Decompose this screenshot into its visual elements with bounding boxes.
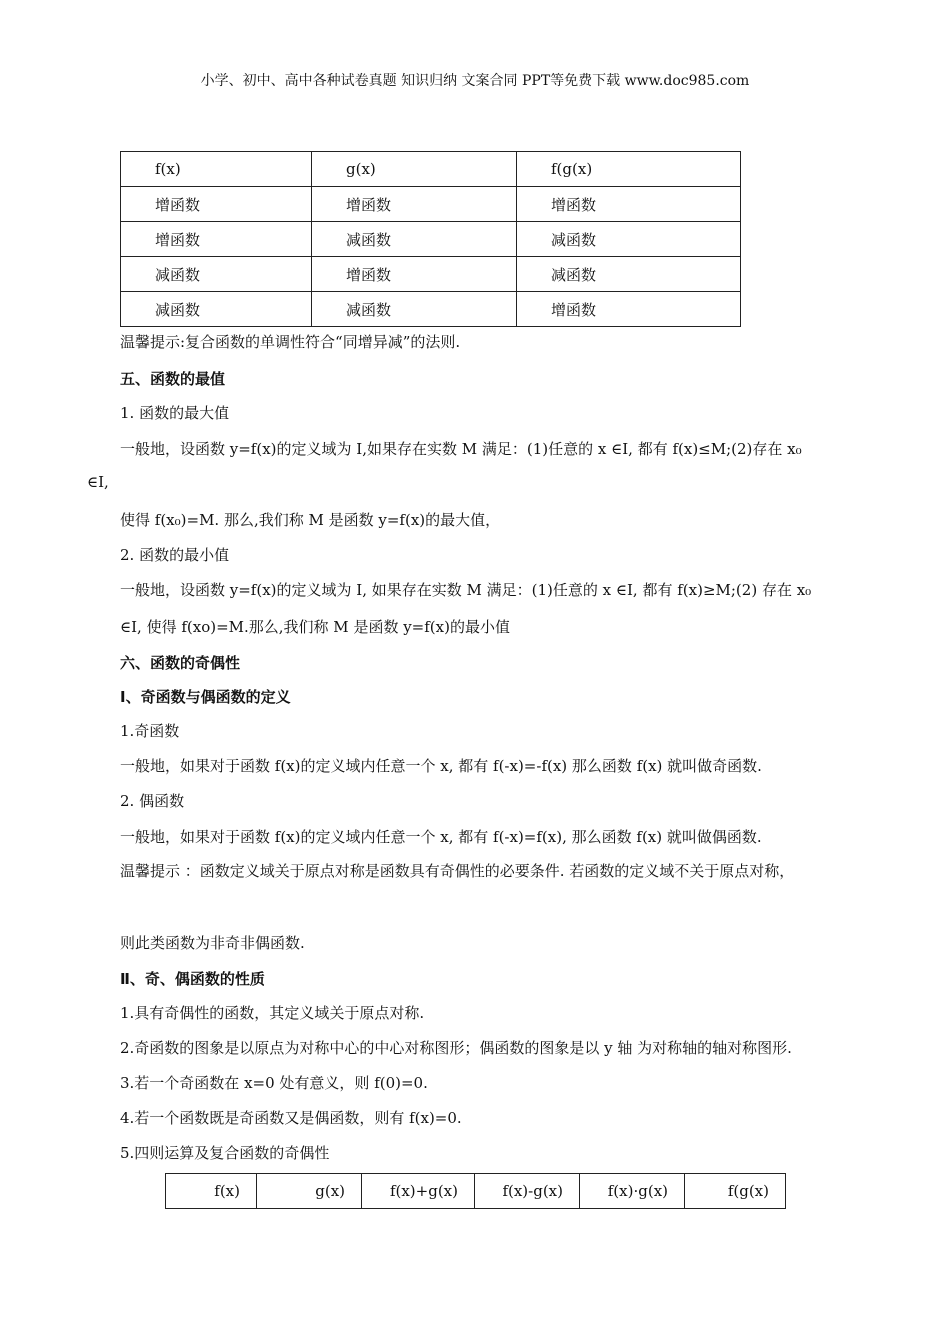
property-item: 1.具有奇偶性的函数，其定义域关于原点对称.: [120, 1004, 425, 1022]
table-cell: 增函数: [312, 187, 517, 222]
table-row: [121, 222, 741, 257]
page-header: 小学、初中、高中各种试卷真题 知识归纳 文案合同 PPT等免费下载 www.doc985.com: [200, 73, 750, 89]
table-cell: 减函数: [517, 257, 741, 292]
max-value-title: 1. 函数的最大值: [120, 404, 230, 422]
subsection-1-heading: Ⅰ、奇函数与偶函数的定义: [120, 688, 291, 706]
min-value-text-line2: ∈I, 使得 f(xo)=M.那么,我们称 M 是函数 y=f(x)的最小值: [120, 618, 510, 636]
table-cell: 增函数: [517, 187, 741, 222]
section-5-heading: 五、函数的最值: [120, 370, 226, 388]
table-header-cell: g(x): [312, 152, 517, 187]
max-value-text-line2: ∈I,: [87, 473, 109, 491]
table-cell: 增函数: [517, 292, 741, 327]
parity-tip-line1: 温馨提示 ：函数定义域关于原点对称是函数具有奇偶性的必要条件. 若函数的定义域不关于原点对称，: [120, 862, 795, 880]
table-row: [121, 187, 741, 222]
even-function-title: 2. 偶函数: [120, 792, 185, 810]
odd-function-text: 一般地，如果对于函数 f(x)的定义域内任意一个 x, 都有 f(-x)=-f(x) 那么函数 f(x) 就叫做奇函数.: [120, 757, 762, 775]
min-value-text-line1: 一般地，设函数 y=f(x)的定义域为 I, 如果存在实数 M 满足：(1)任意的 x ∈I, 都有 f(x)≥M;(2) 存在 x₀: [120, 581, 812, 599]
property-item: 4.若一个函数既是奇函数又是偶函数，则有 f(x)=0.: [120, 1109, 462, 1127]
table-cell: 减函数: [312, 222, 517, 257]
property-item: 3.若一个奇函数在 x=0 处有意义，则 f(0)=0.: [120, 1074, 428, 1092]
monotonicity-tip: 温馨提示:复合函数的单调性符合“同增异减”的法则.: [120, 333, 461, 351]
table-cell: 减函数: [121, 257, 312, 292]
table-row: [121, 257, 741, 292]
table-cell: 增函数: [121, 222, 312, 257]
table-cell: 增函数: [312, 257, 517, 292]
parity-tip-line2: 则此类函数为非奇非偶函数.: [120, 934, 305, 952]
table-cell: 减函数: [517, 222, 741, 257]
parity-operations-table: [165, 1173, 786, 1209]
table-header-cell: f(x)+g(x): [362, 1174, 475, 1209]
composite-monotonicity-table: [120, 151, 741, 327]
table-header-row: [121, 152, 741, 187]
table-header-cell: f(x): [121, 152, 312, 187]
table-header-cell: f(g(x): [517, 152, 741, 187]
table-header-cell: f(x): [166, 1174, 257, 1209]
table-row: [121, 292, 741, 327]
property-item: 5.四则运算及复合函数的奇偶性: [120, 1144, 330, 1162]
table-header-row: [166, 1174, 786, 1209]
property-item: 2.奇函数的图象是以原点为对称中心的中心对称图形；偶函数的图象是以 y 轴 为对称轴的轴对称图形.: [120, 1039, 792, 1057]
table-cell: 减函数: [121, 292, 312, 327]
table-header-cell: f(x)·g(x): [580, 1174, 685, 1209]
min-value-title: 2. 函数的最小值: [120, 546, 230, 564]
section-6-heading: 六、函数的奇偶性: [120, 654, 241, 672]
even-function-text: 一般地，如果对于函数 f(x)的定义域内任意一个 x, 都有 f(-x)=f(x), 那么函数 f(x) 就叫做偶函数.: [120, 828, 762, 846]
max-value-text-line3: 使得 f(x₀)=M. 那么,我们称 M 是函数 y=f(x)的最大值，: [120, 511, 501, 529]
max-value-text-line1: 一般地，设函数 y=f(x)的定义域为 I,如果存在实数 M 满足：(1)任意的 x ∈I, 都有 f(x)≤M;(2)存在 x₀: [120, 440, 802, 458]
table-cell: 减函数: [312, 292, 517, 327]
table-header-cell: f(x)-g(x): [475, 1174, 580, 1209]
odd-function-title: 1.奇函数: [120, 722, 180, 740]
table-cell: 增函数: [121, 187, 312, 222]
table-header-cell: g(x): [257, 1174, 362, 1209]
table-header-cell: f(g(x): [685, 1174, 786, 1209]
subsection-2-heading: Ⅱ、奇、偶函数的性质: [120, 970, 265, 988]
